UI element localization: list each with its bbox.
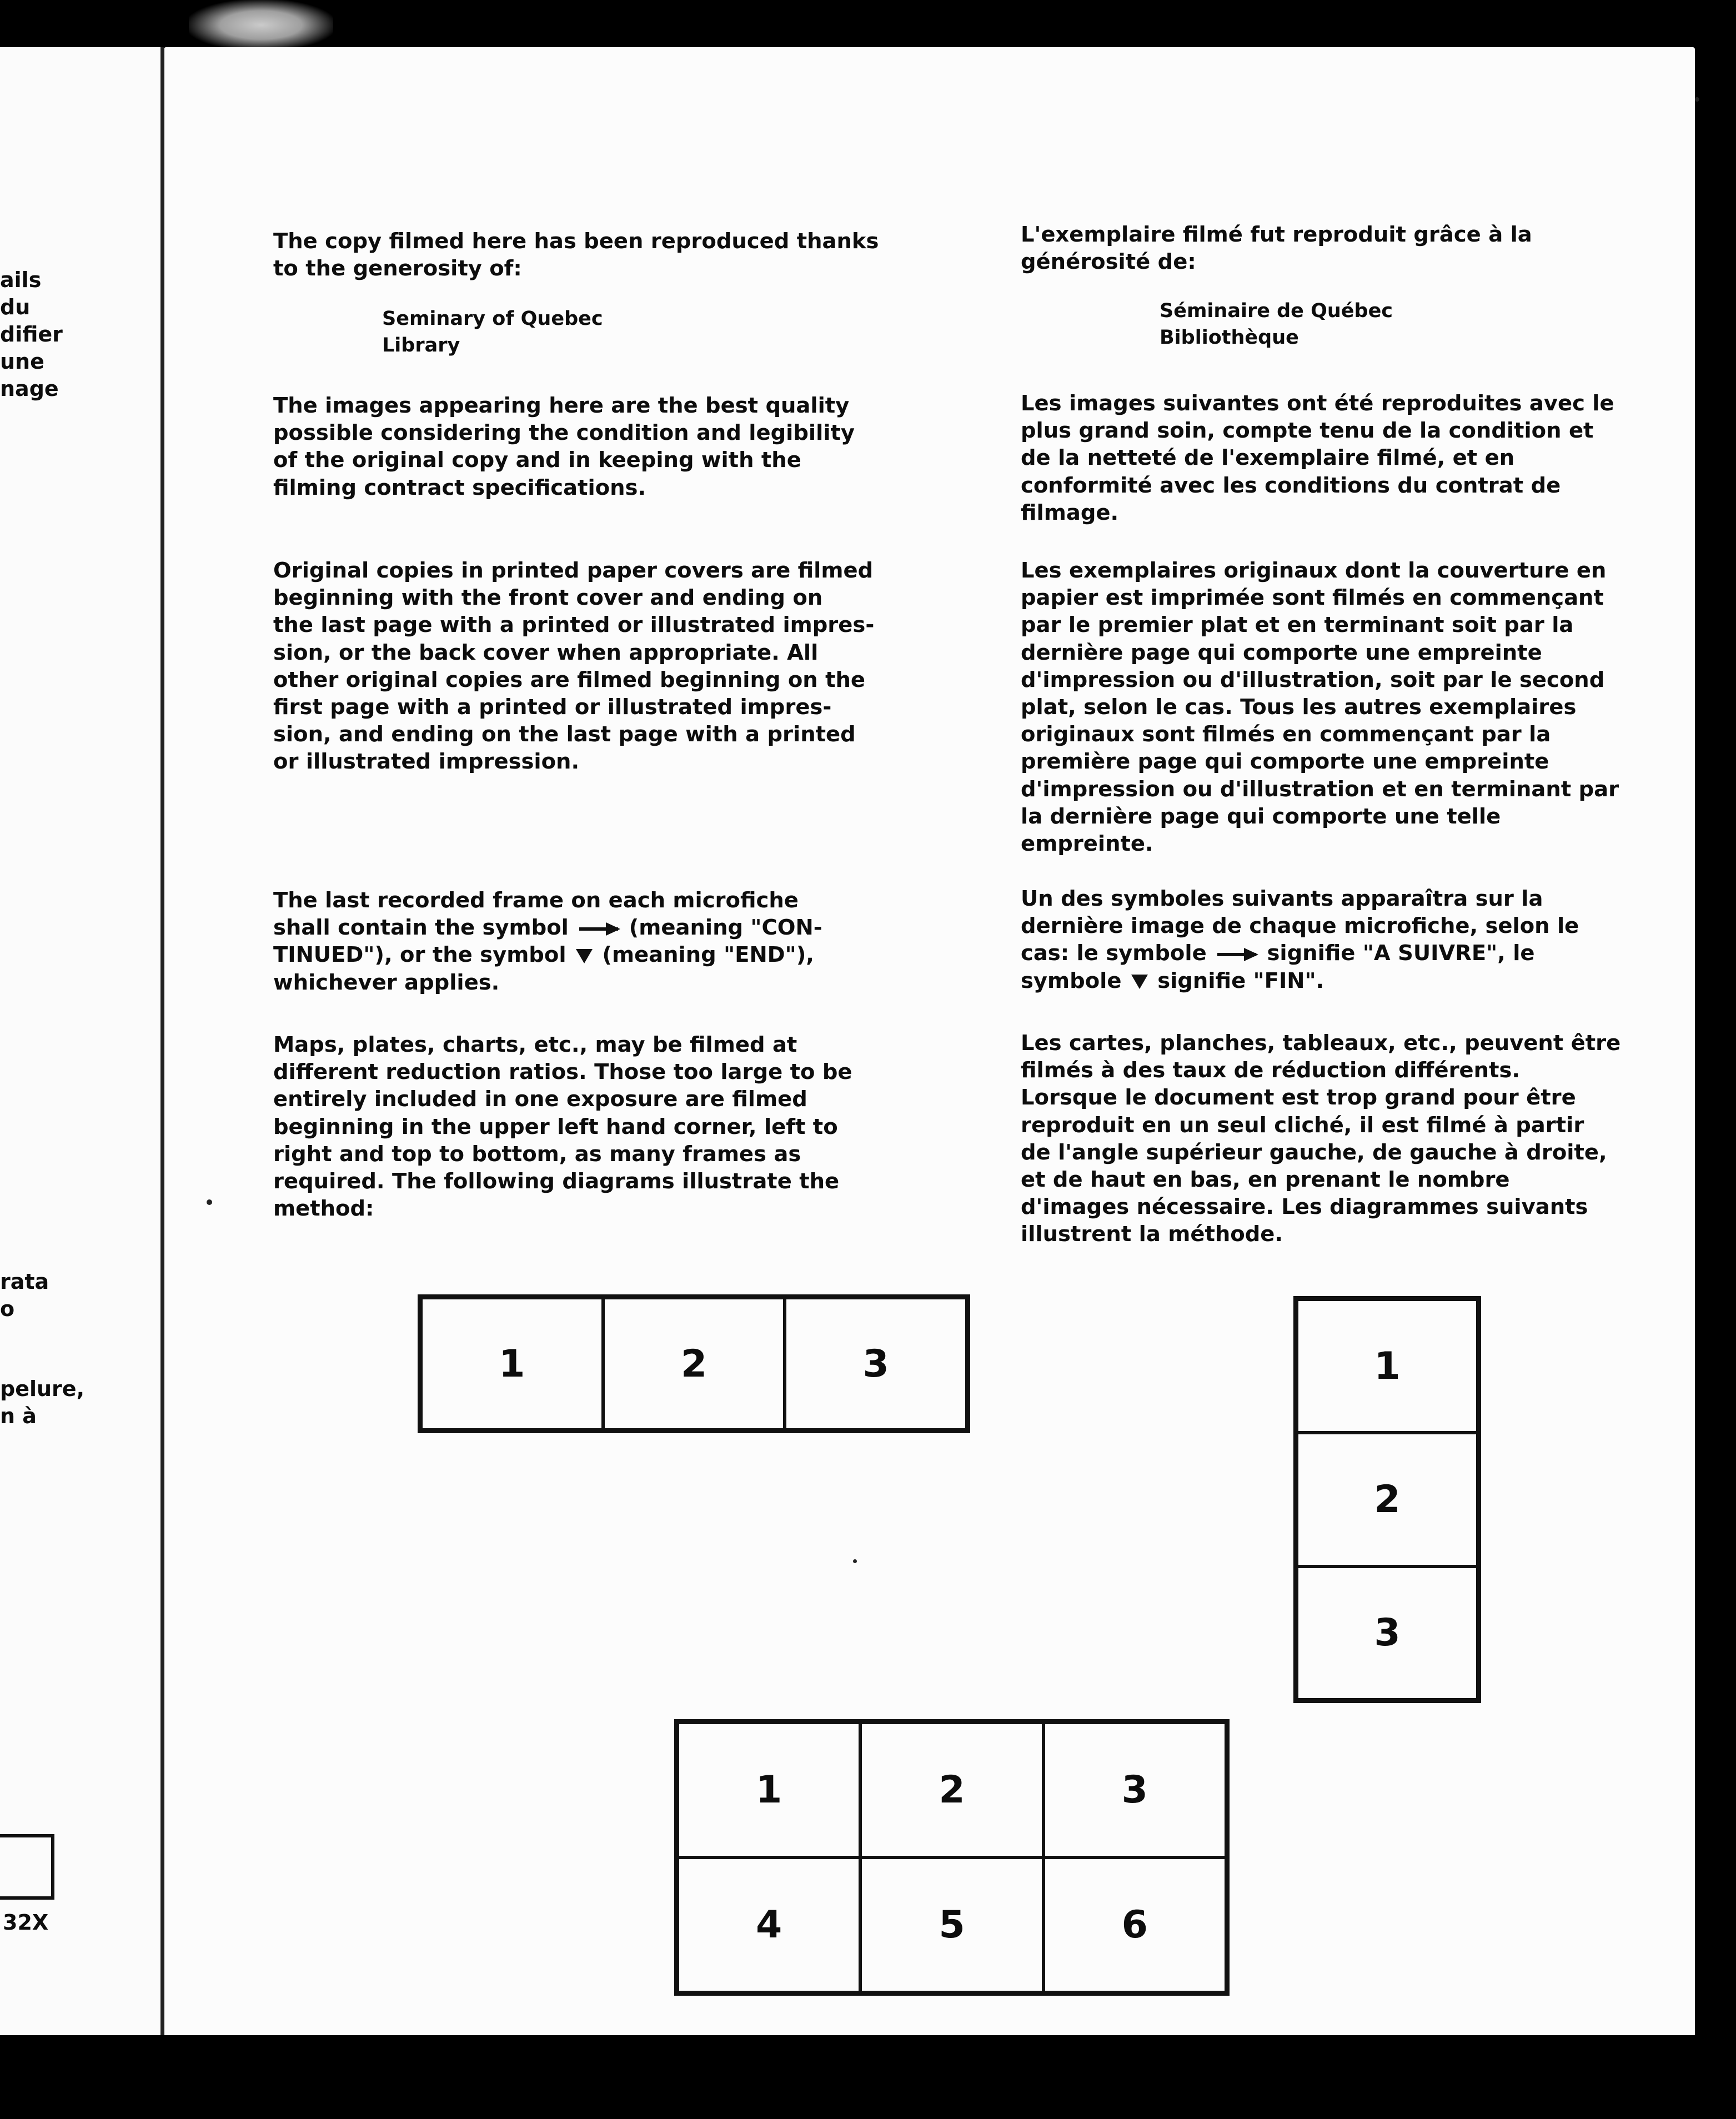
fr-intro: L'exemplaire filmé fut reproduit grâce à la générosité de: <box>1021 222 1532 275</box>
film-speck <box>207 1199 212 1205</box>
frame-cell: 1 <box>421 1298 603 1430</box>
fragment-line: o <box>0 1297 15 1321</box>
fr-maps-paragraph: Les cartes, planches, tableaux, etc., peuvent être filmés à des taux de réduction différents. Lorsque le document est trop grand pour être reproduit en un seul cliché, il est filmé à partir de l'angle supérieur gauche, de gauche à droite, et de haut en bas, en prenant le nombre d'images nécessaire. Les diagrammes suivants illustrent la méthode. <box>1021 1031 1621 1247</box>
en-quality-paragraph: The images appearing here are the best quality possible considering the condition and legibility of the original copy and in keeping with the filming contract specifications. <box>273 393 855 500</box>
film-speck <box>1695 97 1699 102</box>
en-intro: The copy filmed here has been reproduced thanks to the generosity of: <box>273 229 879 282</box>
en-institution: Seminary of Quebec Library <box>382 308 603 356</box>
fragment-line: pelure, <box>0 1377 84 1401</box>
frame-cell: 1 <box>1297 1299 1478 1433</box>
fragment-line: une <box>0 349 44 374</box>
fragment-line: n à <box>0 1404 37 1428</box>
frame-cell: 3 <box>785 1298 967 1430</box>
fr-quality-paragraph: Les images suivantes ont été reproduites avec le plus grand soin, compte tenu de la condition et de la netteté de l'exemplaire filmé, et en conformité avec les conditions du contrat de filmage. <box>1021 391 1614 525</box>
fr-institution: Séminaire de Québec Bibliothèque <box>1160 300 1393 349</box>
frame-cell: 3 <box>1297 1566 1478 1700</box>
fragment-line: rata <box>0 1269 49 1294</box>
left-fragment-middle <box>0 1268 49 1323</box>
frame-cell: 6 <box>1043 1857 1226 1992</box>
fragment-line: du <box>0 295 31 319</box>
fragment-line: ails <box>0 268 42 292</box>
left-fragment-lower <box>0 1375 84 1430</box>
grid-frame-diagram <box>674 1719 1230 1996</box>
fragment-line: nage <box>0 376 59 401</box>
frame-cell: 2 <box>603 1298 785 1430</box>
fr-originals-paragraph: Les exemplaires originaux dont la couverture en papier est imprimée sont filmés en commençant par le premier plat et en terminant soit par la dernière page qui comporte une empreinte d'impression ou d'illustration, soit par le second plat, selon le cas. Tous les autres exemplaires originaux sont filmés en commençant par la première page qui comporte une empreinte d'impression ou d'illustration et en terminant par la dernière page qui comporte une telle empreinte. <box>1021 558 1619 857</box>
horizontal-frame-diagram <box>418 1294 970 1433</box>
page-divider <box>160 47 164 2035</box>
vertical-frame-diagram <box>1293 1296 1481 1703</box>
en-maps-paragraph: Maps, plates, charts, etc., may be filmed at different reduction ratios. Those too large to be entirely included in one exposure are filmed beginning in the upper left hand corner, left to right and top to bottom, as many frames as required. The following diagrams illustrate the method: <box>273 1032 852 1222</box>
frame-cell: 5 <box>860 1857 1043 1992</box>
left-fragment-top <box>0 267 63 403</box>
frame-cell: 2 <box>860 1723 1043 1857</box>
film-speck <box>853 1559 857 1563</box>
fragment-line: difier <box>0 322 63 347</box>
reduction-target-box <box>0 1834 54 1900</box>
frame-cell: 2 <box>1297 1433 1478 1566</box>
end-triangle-icon <box>576 949 593 963</box>
frame-cell: 1 <box>678 1723 860 1857</box>
continued-arrow-icon <box>1217 953 1256 956</box>
reduction-ratio-label: 32X <box>3 1910 49 1935</box>
fr-symbols-paragraph: Un des symboles suivants apparaîtra sur la dernière image de chaque microfiche, selon le cas: le symbole signifie "A SUIVRE", le symbole signifie "FIN". <box>1021 886 1579 993</box>
frame-cell: 3 <box>1043 1723 1226 1857</box>
en-originals-paragraph: Original copies in printed paper covers are filmed beginning with the front cover and ending on the last page with a printed or illustrated impres- sion, or the back cover when appropriate. All other original copies are filmed beginning on the first page with a printed or illustrated impres- sion, and ending on the last page with a printed or illustrated impression. <box>273 558 875 775</box>
end-triangle-icon <box>1131 975 1148 989</box>
en-symbols-paragraph: The last recorded frame on each microfiche shall contain the symbol (meaning "CON- TINUED"), or the symbol (meaning "END"), whichever applies. <box>273 888 822 995</box>
film-damage-blot <box>189 0 333 50</box>
frame-cell: 4 <box>678 1857 860 1992</box>
continued-arrow-icon <box>579 927 618 931</box>
